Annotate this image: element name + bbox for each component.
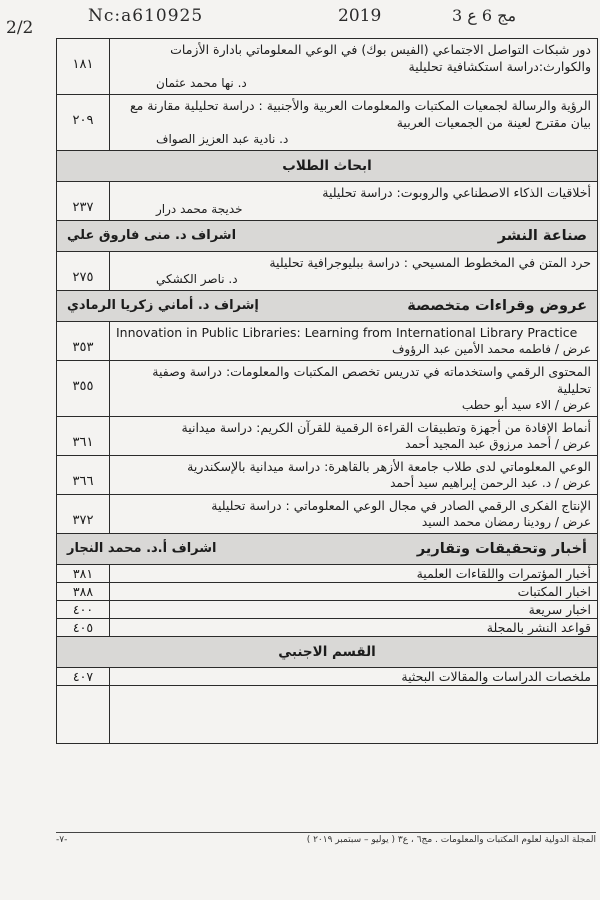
entry-page-number: ٣٦١	[57, 417, 110, 456]
entry-author: عرض / الاء سيد أبو حطب	[461, 398, 591, 412]
section-header	[57, 291, 598, 322]
entry-page-number: ٢٠٩	[57, 95, 110, 151]
contents-table	[56, 38, 598, 744]
contents-entry	[57, 601, 598, 619]
entry-title: Innovation in Public Libraries: Learning from International Library Practice	[116, 325, 578, 340]
handwritten-page-marker: 2/2	[6, 18, 34, 38]
handwritten-volume-issue: مج 6 ع 3	[452, 6, 517, 25]
section-supervisor: إشراف د. أماني زكريا الرمادي	[67, 298, 259, 313]
entry-title: اخبار المكتبات	[110, 583, 598, 601]
entry-author: د. نادية عبد العزيز الصواف	[156, 132, 289, 146]
contents-entry	[57, 417, 598, 456]
entry-author: عرض / د. عبد الرحمن إبراهيم سيد أحمد	[390, 476, 591, 490]
entry-title: الوعي المعلوماتي لدى طلاب جامعة الأزهر بالقاهرة: دراسة ميدانية بالإسكندرية	[187, 459, 591, 474]
entry-author: خديجة محمد درار	[156, 202, 243, 216]
entry-title: قواعد النشر بالمجلة	[110, 619, 598, 637]
contents-entry	[57, 39, 598, 95]
entry-page-number: ١٨١	[57, 39, 110, 95]
entry-title: الرؤية والرسالة لجمعيات المكتبات والمعلومات العربية والأجنبية : دراسة تحليلية مقارنة مع بيان مقترح لعينة من الجمعيات العربية	[129, 98, 591, 130]
section-header	[57, 637, 598, 668]
entry-title: اخبار سريعة	[110, 601, 598, 619]
contents-entry	[57, 495, 598, 534]
entry-title: أخبار المؤتمرات واللقاءات العلمية	[110, 565, 598, 583]
entry-page-number: ٤٠٥	[57, 619, 110, 637]
contents-entry	[57, 583, 598, 601]
contents-entry	[57, 619, 598, 637]
footer-page-number: -٧-	[56, 835, 68, 845]
section-title: صناعة النشر	[497, 228, 587, 244]
entry-page-number: ٢٧٥	[57, 252, 110, 291]
footer-journal-citation: المجلة الدولية لعلوم المكتبات والمعلومات . مج٦ ، ع٣ ( يوليو – سبتمبر ٢٠١٩ )	[306, 835, 596, 845]
section-supervisor: اشراف د. منى فاروق علي	[67, 228, 237, 243]
entry-title: أخلاقيات الذكاء الاصطناعي والروبوت: دراسة تحليلية	[322, 185, 591, 200]
entry-page-number: ٤٠٠	[57, 601, 110, 619]
entry-page-number: ٣٨٨	[57, 583, 110, 601]
entry-title: دور شبكات التواصل الاجتماعي (الفيس بوك) في الوعي المعلوماتي بادارة الأزمات والكوارث:دراسة استكشافية تحليلية	[170, 42, 591, 74]
entry-page-number: ٣٧٢	[57, 495, 110, 534]
contents-entry	[57, 95, 598, 151]
contents-entry	[57, 361, 598, 417]
entry-title: المحتوى الرقمي واستخدماته في تدريس تخصص المكتبات والمعلومات: دراسة وصفية تحليلية	[152, 364, 591, 396]
section-supervisor: اشراف أ.د. محمد النجار	[67, 541, 217, 556]
contents-entry	[57, 668, 598, 686]
entry-author: عرض / أحمد مرزوق عبد المجيد أحمد	[405, 437, 591, 451]
entry-author: عرض / فاطمه محمد الأمين عبد الرؤوف	[391, 342, 591, 356]
entry-title: الإنتاج الفكرى الرقمي الصادر في مجال الوعي المعلوماتي : دراسة تحليلية	[211, 498, 591, 513]
entry-title: ملخصات الدراسات والمقالات البحثية	[110, 668, 598, 686]
section-header	[57, 151, 598, 182]
entry-page-number: ٢٣٧	[57, 182, 110, 221]
contents-entry	[57, 322, 598, 361]
entry-page-number: ٣٥٣	[57, 322, 110, 361]
contents-entry	[57, 182, 598, 221]
contents-entry	[57, 456, 598, 495]
section-title: أخبار وتحقيقات وتقارير	[416, 541, 587, 557]
section-header	[57, 534, 598, 565]
entry-page-number: ٣٥٥	[57, 361, 110, 417]
section-title: ابحاث الطلاب	[282, 158, 372, 174]
section-title: القسم الاجنبي	[278, 644, 376, 660]
entry-page-number: ٣٨١	[57, 565, 110, 583]
section-header	[57, 221, 598, 252]
contents-entry	[57, 252, 598, 291]
entry-author: د. ناصر الكشكي	[156, 272, 238, 286]
entry-author: د. نها محمد عثمان	[156, 76, 247, 90]
entry-title: حرد المتن في المخطوط المسيحي : دراسة ببليوجرافية تحليلية	[269, 255, 591, 270]
contents-entry	[57, 565, 598, 583]
entry-page-number: ٤٠٧	[57, 668, 110, 686]
handwritten-reference-number: Nc:a610925	[88, 6, 204, 26]
empty-row	[57, 686, 598, 744]
page-footer	[56, 832, 596, 845]
section-title: عروض وقراءات متخصصة	[407, 298, 587, 314]
entry-title: أنماط الإفادة من أجهزة وتطبيقات القراءة الرقمية للقرآن الكريم: دراسة ميدانية	[181, 420, 591, 435]
entry-page-number: ٣٦٦	[57, 456, 110, 495]
handwritten-year: 2019	[338, 6, 382, 26]
entry-author: عرض / رودينا رمضان محمد السيد	[421, 515, 591, 529]
